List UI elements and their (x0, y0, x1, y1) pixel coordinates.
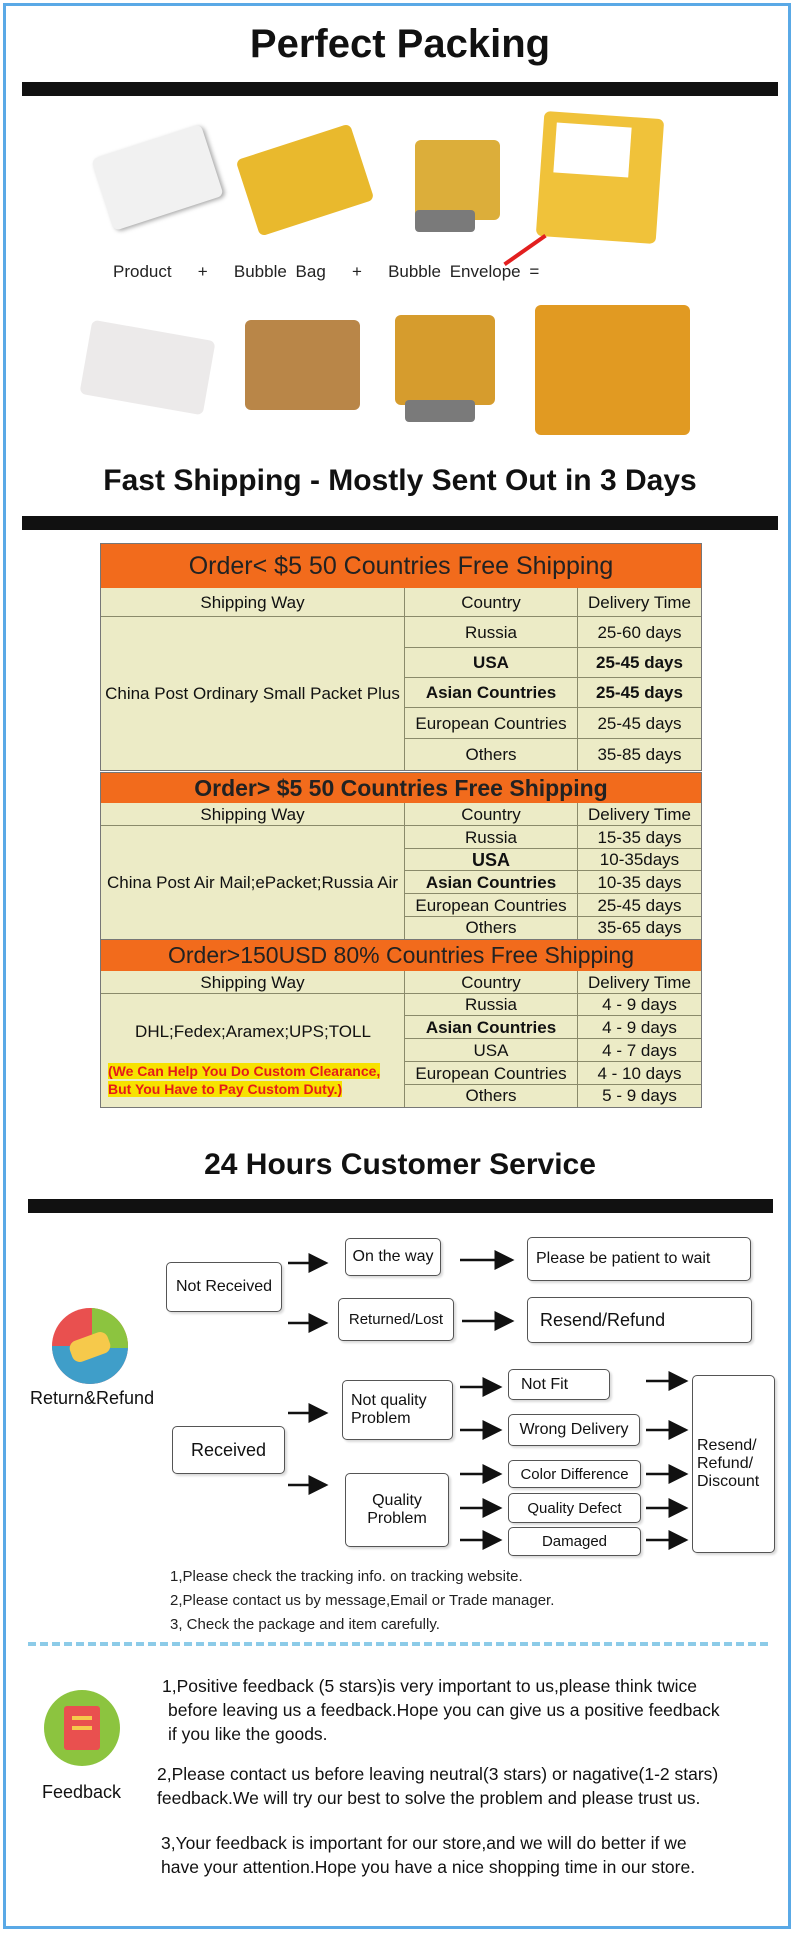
not-fit-box: Not Fit (508, 1369, 610, 1400)
feedback-label: Feedback (42, 1782, 122, 1802)
service-note: 1,Please check the tracking info. on tracking website. (170, 1568, 523, 1585)
on-the-way-box: On the way (345, 1238, 441, 1276)
wrong-delivery-box: Wrong Delivery (508, 1414, 640, 1446)
table3-country: Russia (405, 994, 578, 1016)
table2-country: European Countries (405, 894, 578, 917)
table3-country: European Countries (405, 1062, 578, 1085)
feedback-paragraph-3: 3,Your feedback is important for our store,and we will do better if we have your attention.Hope you have a nice shopping time in our store. (161, 1833, 696, 1877)
table2-time: 35-65 days (597, 918, 682, 937)
table2-country: Others (405, 917, 578, 939)
table2-banner: Order> $5 50 Countries Free Shipping (101, 773, 701, 803)
feedback-icon (44, 1690, 120, 1766)
table2-country: USA (405, 849, 578, 871)
table1-time: 25-45 days (578, 648, 701, 678)
table3-time: 5 - 9 days (602, 1086, 677, 1105)
damaged-box: Damaged (508, 1527, 641, 1556)
table3-country: Asian Countries (405, 1016, 578, 1039)
table1-country: Asian Countries (405, 678, 578, 708)
table1-country: European Countries (405, 708, 578, 739)
table2-header-time: Delivery Time (578, 803, 701, 826)
return-refund-label: Return&Refund (30, 1388, 155, 1408)
not-quality-box: Not quality Problem (342, 1380, 453, 1440)
resend-refund-discount-box: Resend/ Refund/ Discount (692, 1375, 775, 1553)
table2-time: 25-45 days (578, 894, 701, 917)
service-note: 2,Please contact us by message,Email or Trade manager. (170, 1592, 555, 1609)
table2-time: 10-35days (578, 849, 701, 871)
table1-country: USA (405, 648, 578, 678)
table3-time: 4 - 9 days (578, 1016, 701, 1039)
table3-header-way: Shipping Way (101, 971, 405, 994)
table1-header-way: Shipping Way (101, 588, 405, 617)
table2-header-way: Shipping Way (101, 803, 405, 826)
table1-banner: Order< $5 50 Countries Free Shipping (101, 544, 701, 588)
dashed-divider (28, 1642, 768, 1646)
table3-country: USA (405, 1039, 578, 1062)
table1-country: Russia (405, 617, 578, 648)
table2-time: 10-35 days (578, 871, 701, 894)
table2-time: 15-35 days (578, 826, 701, 849)
be-patient-box: Please be patient to wait (527, 1237, 751, 1281)
quality-defect-box: Quality Defect (508, 1493, 641, 1523)
packing-formula: Product + Bubble Bag + Bubble Envelope = (113, 262, 540, 281)
custom-clearance-note: (We Can Help You Do Custom Clearance, But You Have to Pay Custom Duty.) (108, 1063, 381, 1097)
quality-box: Quality Problem (345, 1473, 449, 1547)
table3-header-country: Country (405, 971, 578, 994)
packing-title: Perfect Packing (249, 22, 551, 66)
table3-header-time: Delivery Time (578, 971, 701, 994)
table1-time: 25-60 days (578, 617, 701, 648)
not-received-box: Not Received (166, 1262, 282, 1312)
service-note: 3, Check the package and item carefully. (170, 1616, 440, 1633)
table3-time: 4 - 9 days (578, 994, 701, 1016)
table1-header-country: Country (405, 588, 578, 617)
table2-country: Russia (405, 826, 578, 849)
color-difference-box: Color Difference (508, 1460, 641, 1488)
table2-way: China Post Air Mail;ePacket;Russia Air (101, 826, 405, 939)
service-title: 24 Hours Customer Service (204, 1148, 596, 1181)
table1-header-time: Delivery Time (578, 588, 701, 617)
received-box: Received (172, 1426, 285, 1474)
table3-time: 4 - 10 days (578, 1062, 701, 1085)
table2-header-country: Country (405, 803, 578, 826)
table1-time: 25-45 days (578, 678, 701, 708)
feedback-paragraph-2: 2,Please contact us before leaving neutral(3 stars) or nagative(1-2 stars) feedback.We will try our best to solve the problem and please trust us. (157, 1764, 719, 1808)
table1-country: Others (405, 739, 578, 770)
shipping-title: Fast Shipping - Mostly Sent Out in 3 Days (103, 464, 697, 497)
table3-country: Others (405, 1085, 578, 1107)
table1-time: 25-45 days (578, 708, 701, 739)
resend-refund-box: Resend/Refund (527, 1297, 752, 1343)
table1-time: 35-85 days (597, 745, 682, 764)
feedback-paragraph-1: 1,Positive feedback (5 stars)is very important to us,please think twice before leaving us a feedback.Hope you can give us a positive feedback if you like the goods. (162, 1676, 720, 1744)
returned-lost-box: Returned/Lost (338, 1298, 454, 1341)
table1-way: China Post Ordinary Small Packet Plus (101, 617, 405, 770)
table2-country: Asian Countries (405, 871, 578, 894)
table3-time: 4 - 7 days (578, 1039, 701, 1062)
table3-way: DHL;Fedex;Aramex;UPS;TOLL (135, 1022, 371, 1041)
table3-banner: Order>150USD 80% Countries Free Shipping (101, 940, 701, 971)
